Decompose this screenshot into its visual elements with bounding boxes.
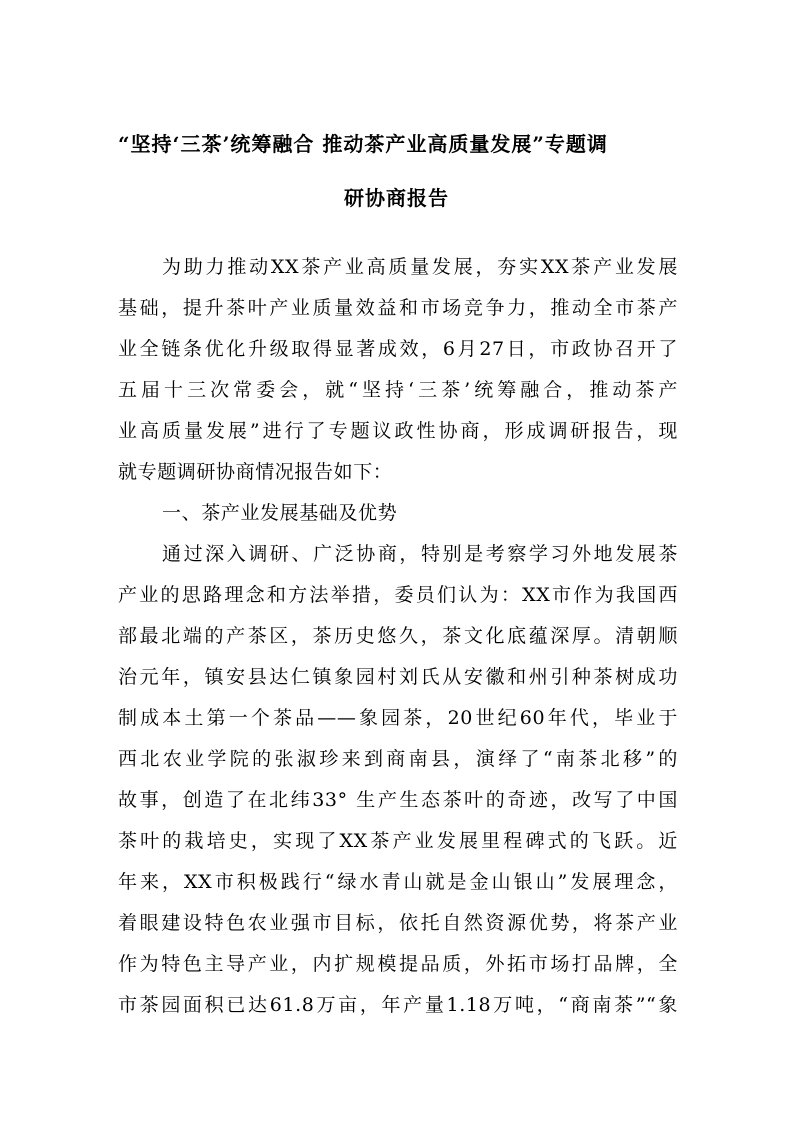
paragraph-2-line-3: 部最北端的产茶区，茶历史悠久，茶文化底蕴深厚。清朝顺	[118, 625, 678, 647]
document-title-line-2: 研协商报告	[344, 186, 449, 210]
paragraph-1-line-4: 五届十三次常委会，就“坚持‘三茶’统筹融合，推动茶产	[118, 379, 678, 401]
paragraph-2-line-4: 治元年，镇安县达仁镇象园村刘氏从安徽和州引种茶树成功	[118, 666, 678, 688]
paragraph-2-line-6: 西北农业学院的张淑珍来到商南县，演绎了“南茶北移”的	[118, 748, 678, 770]
paragraph-2-line-12: 市茶园面积已达61.8万亩，年产量1.18万吨，“商南茶”“象	[118, 994, 678, 1016]
paragraph-2-line-10: 着眼建设特色农业强市目标，依托自然资源优势，将茶产业	[118, 912, 678, 934]
paragraph-2-line-9: 年来，XX市积极践行“绿水青山就是金山银山”发展理念，	[118, 871, 678, 893]
paragraph-1-line-1: 为助力推动XX茶产业高质量发展，夯实XX茶产业发展	[162, 256, 678, 278]
paragraph-2-line-7: 故事，创造了在北纬33° 生产生态茶叶的奇迹，改写了中国	[118, 789, 678, 811]
paragraph-1-line-6: 就专题调研协商情况报告如下：	[118, 461, 393, 483]
paragraph-2-line-8: 茶叶的栽培史，实现了XX茶产业发展里程碑式的飞跃。近	[118, 830, 678, 852]
paragraph-2-line-1: 通过深入调研、广泛协商，特别是考察学习外地发展茶	[162, 543, 678, 565]
paragraph-1-line-2: 基础，提升茶叶产业质量效益和市场竞争力，推动全市茶产	[118, 297, 678, 319]
section-1-heading: 一、茶产业发展基础及优势	[162, 502, 398, 524]
paragraph-1-line-3: 业全链条优化升级取得显著成效，6月27日，市政协召开了	[118, 338, 678, 360]
paragraph-1-line-5: 业高质量发展”进行了专题议政性协商，形成调研报告，现	[118, 420, 678, 442]
paragraph-2-line-2: 产业的思路理念和方法举措，委员们认为：XX市作为我国西	[118, 584, 678, 606]
paragraph-2-line-11: 作为特色主导产业，内扩规模提品质，外拓市场打品牌，全	[118, 953, 678, 975]
paragraph-2-line-5: 制成本土第一个茶品——象园茶，20世纪60年代，毕业于	[118, 707, 678, 729]
document-title-line-1: “坚持‘三茶’统筹融合 推动茶产业高质量发展”专题调	[118, 132, 608, 156]
